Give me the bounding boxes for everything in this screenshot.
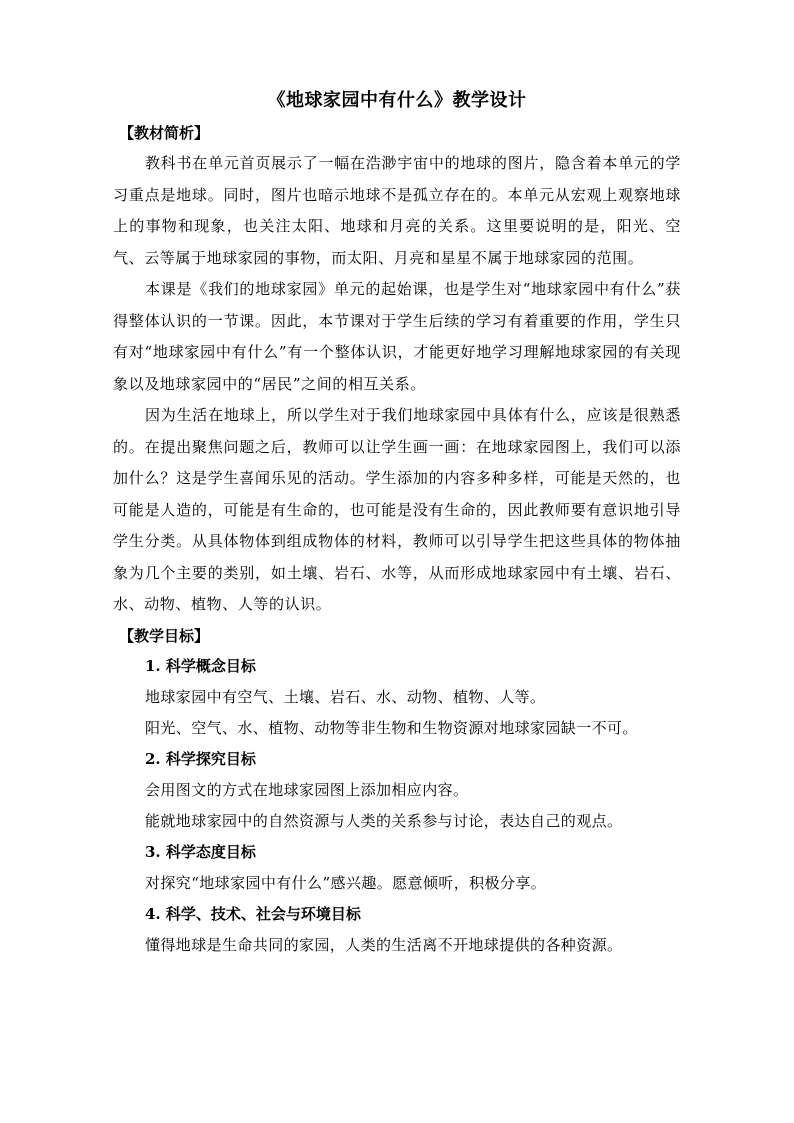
objective-item: 对探究“地球家园中有什么”感兴趣。愿意倾听，积极分享。 [145,873,547,892]
objective-heading-stse: 4. 科学、技术、社会与环境目标 [145,904,361,923]
objective-item: 地球家园中有空气、土壤、岩石、水、动物、植物、人等。 [145,687,546,706]
objective-item: 会用图文的方式在地球家园图上添加相应内容。 [145,780,469,799]
section-heading-analysis: 【教材简析】 [119,124,210,142]
objective-item: 能就地球家园中的自然资源与人类的关系参与讨论，表达自己的观点。 [145,811,623,830]
document-page [113,88,681,961]
analysis-paragraph-1: 教科书在单元首页展示了一幅在浩渺宇宙中的地球的图片，隐含着本单元的学习重点是地球。同时，图片也暗示地球不是孤立存在的。本单元从宏观上观察地球上的事物和现象，也关注太阳、地球和月亮的关系。这里要说明的是，阳光、空气、云等属于地球家园的事物，而太阳、月亮和星星不属于地球家园的范围。 [113,154,681,267]
document-title: 《地球家园中有什么》教学设计 [267,90,527,111]
objective-heading-attitude: 3. 科学态度目标 [145,842,256,861]
objective-heading-inquiry: 2. 科学探究目标 [145,749,256,768]
analysis-paragraph-3: 因为生活在地球上，所以学生对于我们地球家园中具体有什么，应该是很熟悉的。在提出聚焦问题之后，教师可以让学生画一画：在地球家园图上，我们可以添加什么？这是学生喜闻乐见的活动。学生添加的内容多种多样，可能是天然的，也可能是人造的，可能是有生命的，也可能是没有生命的，因此教师要有意识地引导学生分类。从具体物体到组成物体的材料，教师可以引导学生把这些具体的物体抽象为几个主要的类别，如土壤、岩石、水等，从而形成地球家园中有土壤、岩石、水、动物、植物、人等的认识。 [113,406,681,613]
objective-heading-concept: 1. 科学概念目标 [145,656,256,675]
objective-item: 懂得地球是生命共同的家园，人类的生活离不开地球提供的各种资源。 [145,935,623,954]
objective-item: 阳光、空气、水、植物、动物等非生物和生物资源对地球家园缺一不可。 [145,718,638,737]
analysis-paragraph-2: 本课是《我们的地球家园》单元的起始课，也是学生对“地球家园中有什么”获得整体认识的一节课。因此，本节课对于学生后续的学习有着重要的作用，学生只有对“地球家园中有什么”有一个整体认识，才能更好地学习理解地球家园的有关现象以及地球家园中的“居民”之间的相互关系。 [113,280,681,393]
section-heading-objectives: 【教学目标】 [119,626,210,645]
